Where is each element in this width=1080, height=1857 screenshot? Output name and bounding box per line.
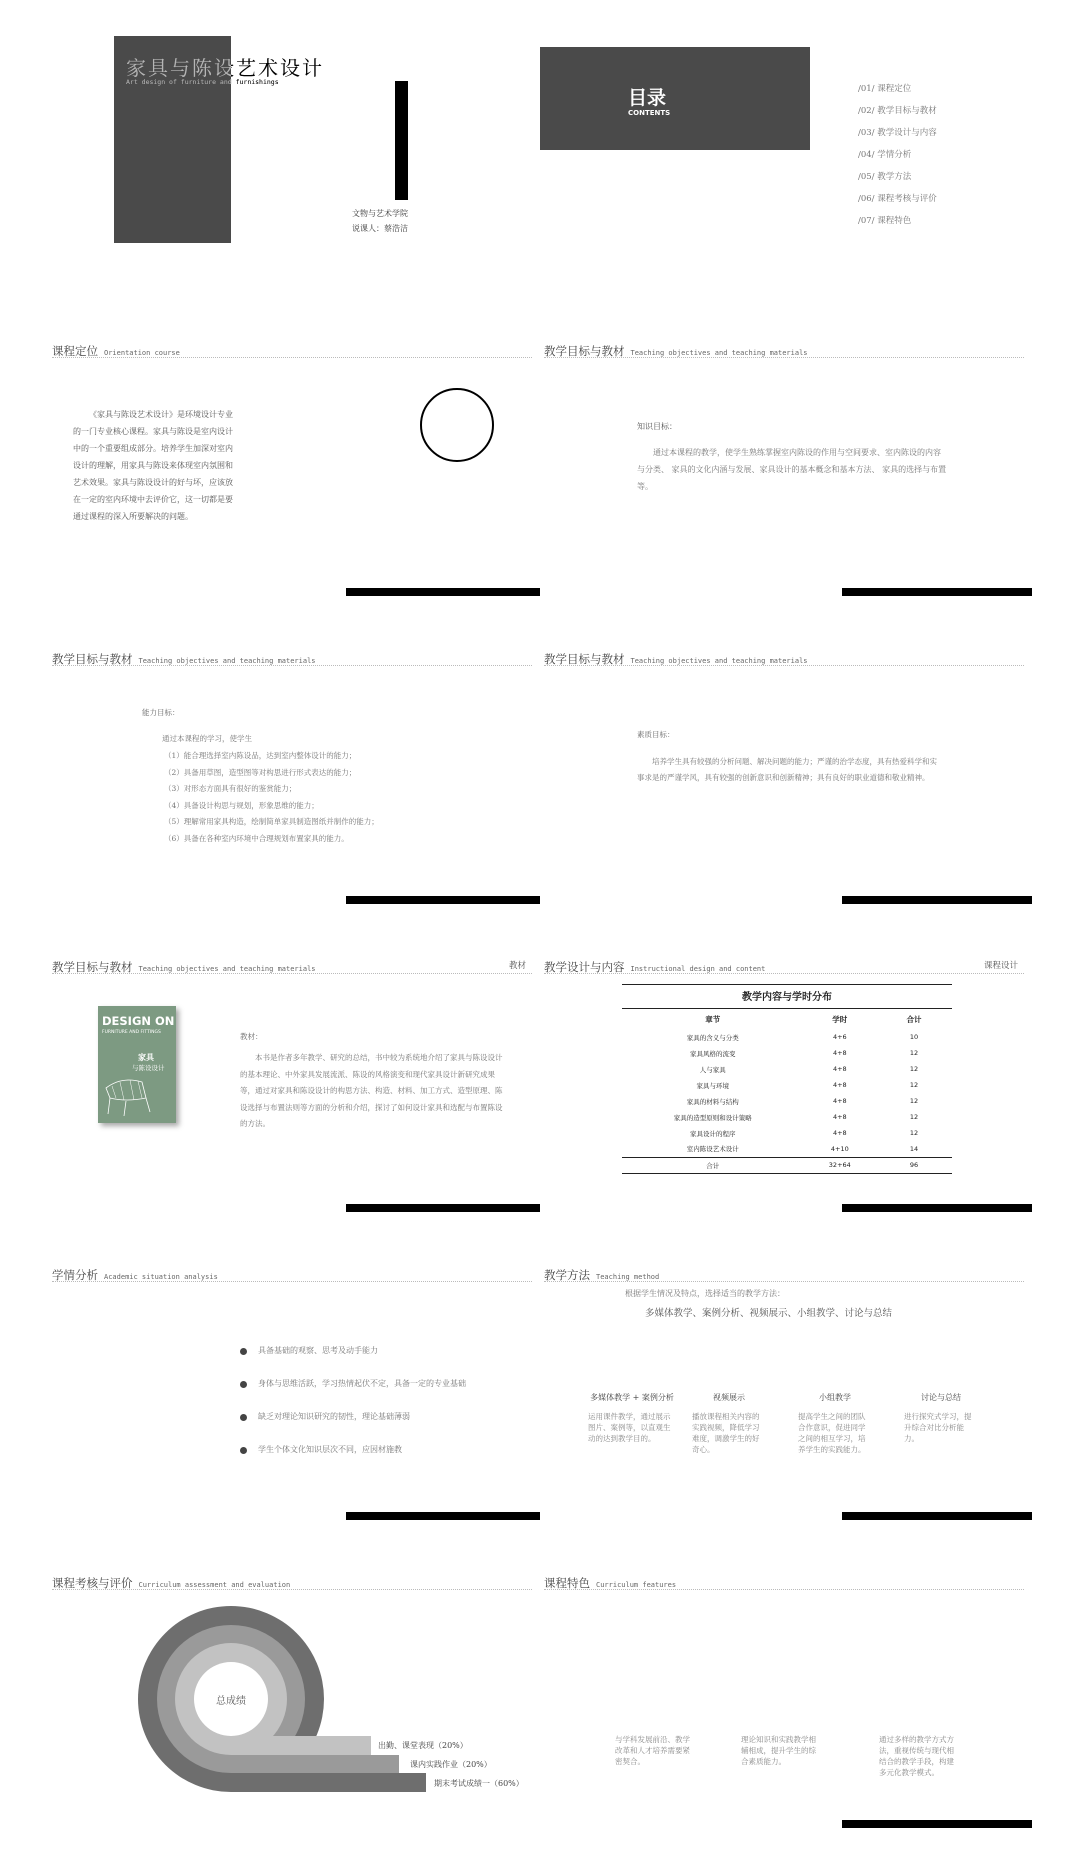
footer-bar (346, 588, 540, 596)
table-header-row (622, 1009, 952, 1029)
slide-features (540, 1550, 1032, 1840)
cell-hours: 4+6 (832, 1033, 847, 1041)
col-header: 学时 (832, 1014, 848, 1024)
footer-bar (346, 1512, 540, 1520)
footer-bar (346, 1204, 540, 1212)
section-title-en: Teaching objectives and teaching materials (138, 965, 316, 973)
orientation-text: 《家具与陈设艺术设计》是环境设计专业的一门专业核心课程。家具与陈设是室内设计中的一个重要组成部分。培养学生加深对室内设计的理解，用家具与陈设来体现室内氛围和艺术效果。家具与陈设设计的好与坏，应该放在一定的室内环境中去评价它，这一切都是要通过课程的深入所要解决的问题。 (73, 410, 233, 521)
book-title: DESIGN ON (102, 1014, 175, 1028)
legend-attendance: 出勤、课堂表现（20%） (378, 1741, 468, 1750)
section-header (544, 1264, 1024, 1282)
goal-intro: 通过本课程的学习，使学生 (162, 734, 252, 743)
book-cn-title: 家具 (138, 1052, 154, 1062)
method-title: 视频展示 (713, 1393, 745, 1402)
method-col (900, 1392, 982, 1444)
section-title-en: Teaching objectives and teaching materials (630, 349, 808, 357)
contents-item[interactable]: /05/ 教学方法 (858, 172, 912, 182)
schedule-table-wrap (622, 984, 952, 1174)
schedule-table (622, 1009, 952, 1174)
table-row (622, 1109, 952, 1125)
slide-assessment (48, 1550, 540, 1840)
section-title: 学情分析 (52, 1268, 98, 1282)
contents-item[interactable]: /01/ 课程定位 (858, 84, 912, 94)
method-desc: 播放课程相关内容的实践视频，降低学习难度，调激学生的好奇心。 (692, 1412, 760, 1454)
list-item: （5）理解常用家具构造，绘制简单家具制造图纸并制作的能力； (164, 817, 379, 826)
list-item: （1）能合理选择室内陈设品，达到室内整体设计的能力； (164, 751, 357, 760)
cell-hours: 4+8 (832, 1081, 847, 1089)
method-col (794, 1392, 876, 1455)
footer-bar (842, 896, 1032, 904)
section-title-en: Instructional design and content (630, 965, 766, 973)
table-title: 教学内容与学时分布 (622, 985, 952, 1009)
band-practice (231, 1755, 399, 1773)
list-item: （2）具备用草图，造型图等对构思进行形式表达的能力； (164, 767, 357, 777)
cover-school: 文物与艺术学院 (352, 209, 408, 218)
cover-slide (48, 18, 540, 308)
cover-title: 家具与陈设艺术设计 (126, 56, 324, 80)
contents-item[interactable]: /02/ 教学目标与教材 (858, 106, 937, 116)
feature-text: 理论知识和实践教学相辅相成，提升学生的综合素质能力。 (741, 1735, 816, 1766)
section-title: 课程特色 (544, 1576, 590, 1590)
footer-bar (842, 1204, 1032, 1212)
section-header (544, 340, 1024, 358)
total-score-label: 总成绩 (216, 1696, 246, 1707)
section-tag: 课程设计 (983, 961, 1018, 971)
method-title: 小组教学 (819, 1393, 851, 1402)
cell-hours: 4+8 (832, 1097, 847, 1105)
section-title: 教学目标与教材 (52, 960, 133, 974)
section-title-en: Teaching objectives and teaching materials (138, 657, 316, 665)
cell-chapter: 室内陈设艺术设计 (686, 1145, 739, 1154)
contents-item[interactable]: /06/ 课程考核与评价 (858, 194, 937, 204)
contents-list (858, 82, 937, 236)
contents-item[interactable]: /07/ 课程特色 (858, 216, 912, 226)
section-tag: 教材 (508, 961, 526, 971)
textbook-text: 本书是作者多年教学、研究的总结，书中较为系统地介绍了家具与陈设设计的基本理论、中外家具发展流派、陈设的风格演变和现代家具设计新研究成果等，通过对家具和陈设设计的构思方法、构造、材料、加工方式、造型原理、陈设选择与布置法则等方面的分析和介绍，探讨了如何设计家具和选配与布置陈设的方法。 (240, 1053, 503, 1128)
textbook-label: 教材： (240, 1032, 263, 1041)
contents-header-block (540, 47, 810, 150)
table-row (622, 1093, 952, 1109)
section-title-en: Academic situation analysis (104, 1273, 218, 1281)
section-title: 教学方法 (544, 1268, 590, 1282)
cell-total: 12 (909, 1129, 919, 1137)
slide-instructional-design (540, 934, 1032, 1224)
cell-total: 12 (909, 1065, 919, 1073)
cell-hours: 4+8 (832, 1129, 847, 1137)
slide-ability-goals (48, 626, 540, 916)
table-row-total (622, 1157, 952, 1173)
cell-total: 12 (909, 1113, 919, 1121)
contents-title-en: CONTENTS (628, 109, 671, 117)
footer-bar (842, 1512, 1032, 1520)
cell-total: 12 (909, 1097, 919, 1105)
table-row (622, 1141, 952, 1157)
feature-text: 通过多样的教学方式方法，重视传统与现代相结合的教学手段，构建多元化教学模式。 (879, 1735, 954, 1777)
table-row (622, 1125, 952, 1141)
analysis-bullet: 身体与思维活跃，学习热情起伏不定，具备一定的专业基础 (258, 1378, 540, 1389)
cell-hours: 4+8 (832, 1113, 847, 1121)
cell-hours: 4+10 (830, 1144, 849, 1153)
cell-chapter: 人与家具 (699, 1065, 726, 1074)
cover-vertical-bar (395, 81, 408, 200)
section-header (52, 956, 532, 974)
cell-hours: 32+64 (828, 1161, 851, 1169)
section-title: 教学目标与教材 (52, 652, 133, 666)
book-subtitle: FURNITURE AND FITTINGS (102, 1030, 161, 1035)
cell-total: 10 (909, 1033, 919, 1041)
section-header (52, 340, 532, 358)
table-row (622, 1045, 952, 1061)
section-title: 教学目标与教材 (544, 344, 625, 358)
cell-chapter: 家具的造型原则和设计策略 (673, 1113, 752, 1122)
table-row (622, 1077, 952, 1093)
col-header: 章节 (705, 1014, 721, 1024)
circle-decoration (420, 388, 494, 462)
slide-knowledge-goals (540, 318, 1032, 608)
section-title-en: Curriculum assessment and evaluation (138, 1581, 291, 1589)
section-title: 课程考核与评价 (52, 1576, 133, 1590)
slide-quality-goals (540, 626, 1032, 916)
method-title: 多媒体教学 + 案例分析 (590, 1393, 674, 1402)
method-list: 多媒体教学、案例分析、视频展示、小组教学、讨论与总结 (645, 1308, 893, 1319)
contents-slide (540, 18, 1032, 308)
method-desc: 提高学生之间的团队合作意识，促进同学之间的相互学习，培养学生的实践能力。 (798, 1412, 866, 1454)
cell-chapter: 家具风格的流变 (690, 1049, 736, 1058)
contents-item[interactable]: /04/ 学情分析 (858, 150, 912, 160)
cell-total: 12 (909, 1081, 919, 1089)
ability-list (164, 748, 379, 847)
slide-teaching-method (540, 1242, 1032, 1532)
list-item: （4）具备设计构思与规划，形象思维的能力； (164, 800, 319, 810)
section-title-en: Teaching objectives and teaching materials (630, 657, 808, 665)
section-title: 教学目标与教材 (544, 652, 625, 666)
col-header: 合计 (906, 1014, 922, 1024)
analysis-bullet: 缺乏对理论知识研究的韧性，理论基础薄弱 (258, 1411, 540, 1422)
table-row (622, 1029, 952, 1045)
analysis-bullet: 具备基础的观察、思考及动手能力 (258, 1345, 540, 1356)
section-title-en: Orientation course (104, 349, 180, 357)
method-intro: 根据学生情况及特点，选择适当的教学方法： (625, 1289, 785, 1298)
method-col (582, 1392, 682, 1444)
cell-total: 14 (909, 1144, 919, 1153)
slide-orientation (48, 318, 540, 608)
feature-text: 与学科发展前沿、教学改革和人才培养需要紧密契合。 (615, 1735, 690, 1766)
section-header (544, 1572, 1024, 1590)
goal-text: 培养学生具有较强的分析问题、解决问题的能力；严谨的治学态度，具有热爱科学和实事求是的严谨学风，具有较强的创新意识和创新精神；具有良好的职业道德和敬业精神。 (637, 757, 937, 782)
goal-label: 能力目标： (142, 708, 180, 717)
book-cn-subtitle: 与陈设设计 (132, 1064, 165, 1072)
cell-chapter: 家具的材料与结构 (686, 1097, 739, 1106)
cell-total: 96 (909, 1161, 919, 1169)
legend-exam: 期末考试成绩一（60%） (434, 1779, 524, 1788)
slide-academic-analysis (48, 1242, 540, 1532)
cell-hours: 4+8 (832, 1049, 847, 1057)
band-exam (231, 1773, 426, 1792)
contents-item[interactable]: /03/ 教学设计与内容 (858, 128, 937, 138)
legend-practice: 课内实践作业（20%） (410, 1760, 492, 1769)
section-header (544, 648, 1024, 666)
footer-bar (842, 1820, 1032, 1828)
book-cover (98, 1006, 176, 1123)
cover-lecturer: 说课人：蔡浩洁 (352, 224, 408, 233)
footer-bar (842, 588, 1032, 596)
cover-subtitle: Art design of furniture and furnishings (126, 78, 279, 86)
section-header (52, 1572, 532, 1590)
cell-hours: 4+8 (832, 1065, 847, 1073)
goal-text: 通过本课程的教学，使学生熟练掌握室内陈设的作用与空间要求、室内陈设的内容与分类、 家具的文化内涵与发展、家具设计的基本概念和基本方法、 家具的选择与布置等。 (637, 448, 947, 491)
method-col (688, 1392, 770, 1455)
cell-chapter: 合计 (706, 1161, 720, 1170)
method-title: 讨论与总结 (921, 1393, 961, 1402)
slide-textbook (48, 934, 540, 1224)
method-desc: 进行探究式学习，提升综合对比分析能力。 (904, 1412, 972, 1443)
band-attendance (231, 1736, 371, 1755)
cell-chapter: 家具的含义与分类 (686, 1033, 739, 1042)
footer-bar (346, 896, 540, 904)
section-header (52, 648, 532, 666)
list-item: （6）具备在各种室内环境中合理规划布置家具的能力。 (164, 833, 349, 843)
chair-illustration (102, 1068, 162, 1118)
cell-chapter: 家具设计的程序 (690, 1129, 736, 1138)
section-title-en: Teaching method (596, 1273, 660, 1281)
list-item: （3）对形态方面具有很好的鉴赏能力； (164, 784, 297, 793)
section-header (52, 1264, 532, 1282)
table-row (622, 1061, 952, 1077)
section-title-en: Curriculum features (596, 1581, 677, 1589)
section-title: 课程定位 (52, 344, 98, 358)
section-title: 教学设计与内容 (544, 960, 625, 974)
cell-total: 12 (909, 1049, 919, 1057)
analysis-bullet: 学生个体文化知识层次不同，应因材施教 (258, 1444, 540, 1455)
contents-title: 目录 (628, 87, 667, 109)
goal-label: 素质目标： (637, 730, 675, 739)
method-desc: 运用课件教学，通过展示图片、案例等，以直观生动的达到教学目的。 (588, 1412, 671, 1443)
cell-chapter: 家具与环境 (696, 1081, 729, 1090)
section-header (544, 956, 1024, 974)
goal-label: 知识目标： (637, 422, 677, 431)
